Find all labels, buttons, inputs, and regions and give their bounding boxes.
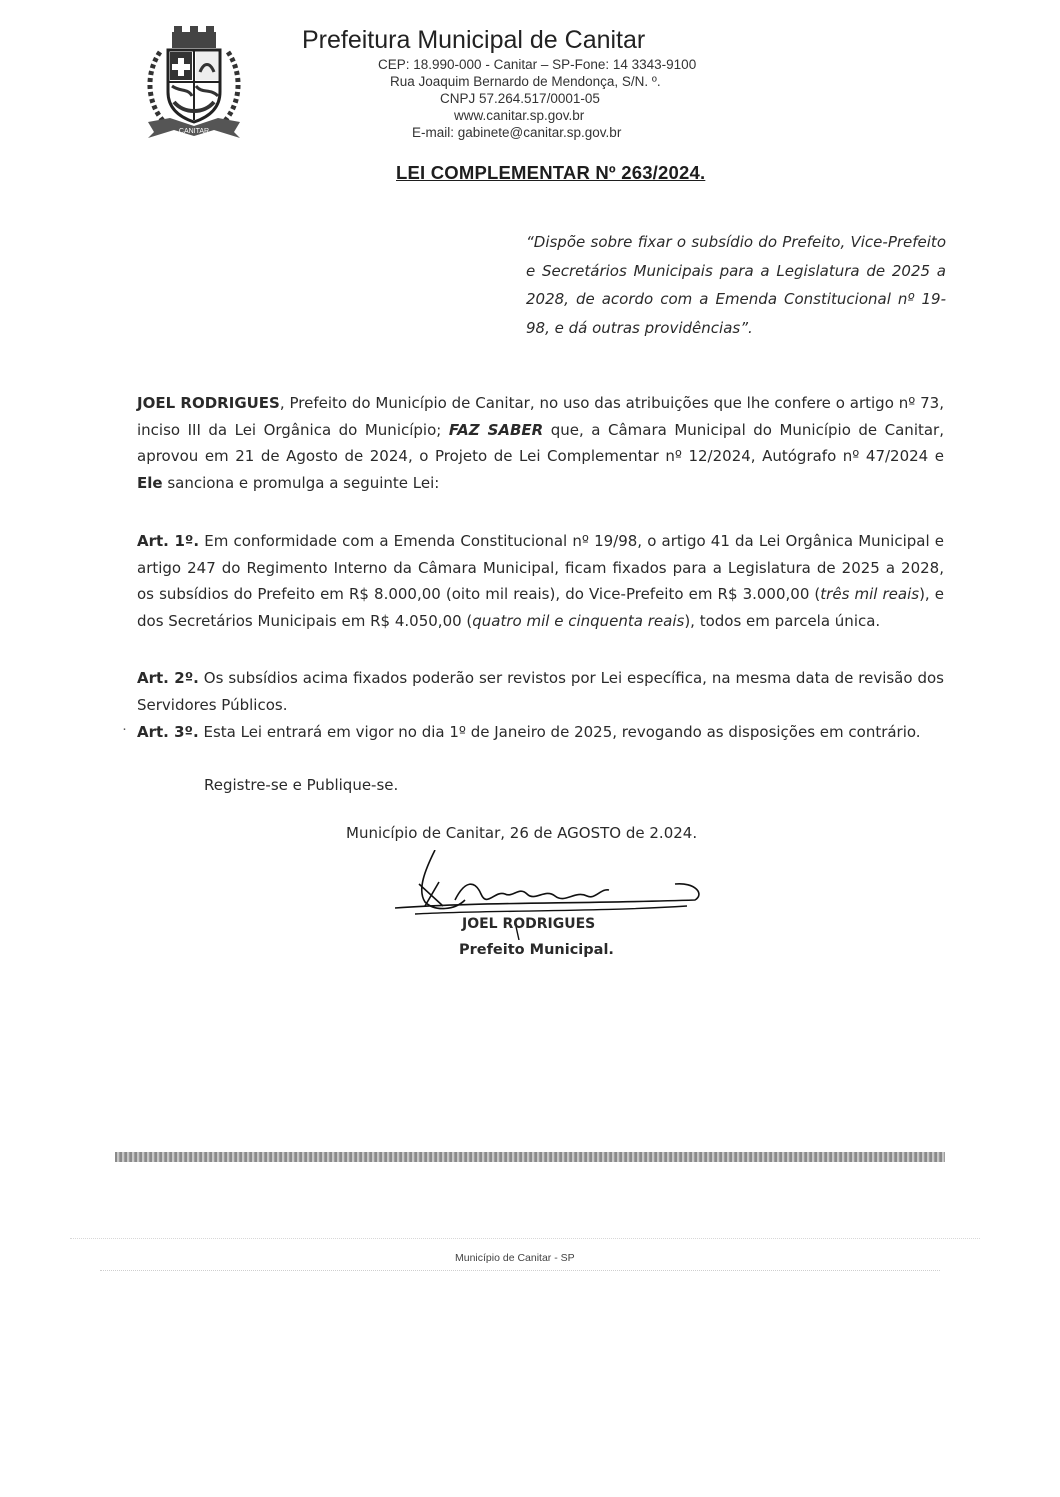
preamble-text-1: , Prefeito do Município de Canitar, no uso das atribuições que lhe confere o artigo nº 73, inciso III da Lei Orgânica do Município; — [137, 394, 944, 439]
article-1-text-a: Em conformidade com a Emenda Constitucional nº 19/98, o artigo 41 da Lei Orgânica Municipal e artigo 247 do Regimento Interno da Câmara Municipal, ficam fixados para a Legislatura de 2025 a 2028, os subsídios do Prefeito em R$ 8.000,00 (oito mil reais), do Vice-Prefeito em R$ 3.000,00 ( — [137, 532, 944, 603]
municipal-coat-of-arms-icon — [140, 22, 248, 140]
registre-publique: Registre-se e Publique-se. — [204, 776, 399, 794]
footer-text: Município de Canitar - SP — [455, 1252, 575, 1264]
org-name: Prefeitura Municipal de Canitar — [302, 26, 646, 54]
article-1-text-c: ), todos em parcela única. — [684, 611, 881, 630]
article-1 — [137, 528, 944, 634]
article-2 — [137, 665, 944, 718]
ele-word: Ele — [137, 473, 163, 492]
date-line: Município de Canitar, 26 de AGOSTO de 2.024. — [346, 824, 698, 842]
signer-name: JOEL RODRIGUES — [462, 916, 596, 932]
signer-role: Prefeito Municipal. — [459, 942, 614, 958]
footer-divider-band — [115, 1152, 945, 1162]
header-address: Rua Joaquim Bernardo de Mendonça, S/N. º. — [390, 74, 661, 89]
header-website: www.canitar.sp.gov.br — [454, 108, 585, 123]
law-ementa: “Dispõe sobre fixar o subsídio do Prefeito, Vice-Prefeito e Secretários Municipais para a Legislatura de 2025 a 2028, de acordo com a Emenda Constitucional nº 19-98, e dá outras providências”. — [526, 233, 946, 337]
article-3 — [137, 719, 944, 746]
law-title: LEI COMPLEMENTAR Nº 263/2024. — [396, 162, 706, 183]
preamble-text-3: sanciona e promulga a seguinte Lei: — [162, 473, 440, 492]
article-1-italic-1: três mil reais — [820, 585, 920, 603]
mayor-name: JOEL RODRIGUES — [137, 394, 280, 412]
svg-text:CANITAR: CANITAR — [178, 128, 210, 135]
article-3-label: Art. 3º. — [137, 723, 199, 741]
article-2-text: Os subsídios acima fixados poderão ser revistos por Lei específica, na mesma data de revisão dos Servidores Públicos. — [137, 669, 944, 714]
article-1-label: Art. 1º. — [137, 532, 200, 550]
footer-dotted-line-bottom — [100, 1270, 940, 1271]
article-2-label: Art. 2º. — [137, 669, 199, 687]
scan-mark: · — [122, 720, 127, 737]
article-1-italic-2: quatro mil e cinquenta reais — [472, 611, 685, 630]
faz-saber: FAZ SABER — [448, 420, 544, 439]
article-3-text: Esta Lei entrará em vigor no dia 1º de Janeiro de 2025, revogando as disposições em contrário. — [198, 723, 921, 741]
article-1-text-b: ), e dos Secretários Municipais em R$ 4.050,00 ( — [137, 585, 944, 630]
header-cep-phone: CEP: 18.990-000 - Canitar – SP-Fone: 14 3343-9100 — [378, 57, 697, 72]
footer-dotted-line — [70, 1238, 980, 1239]
header-email: E-mail: gabinete@canitar.sp.gov.br — [412, 125, 622, 140]
preamble-paragraph — [137, 390, 944, 496]
header-cnpj: CNPJ 57.264.517/0001-05 — [440, 91, 600, 106]
preamble-text-2: que, a Câmara Municipal do Município de Canitar, aprovou em 21 de Agosto de 2024, o Projeto de Lei Complementar nº 12/2024, Autógrafo nº 47/2024 e — [137, 420, 944, 465]
